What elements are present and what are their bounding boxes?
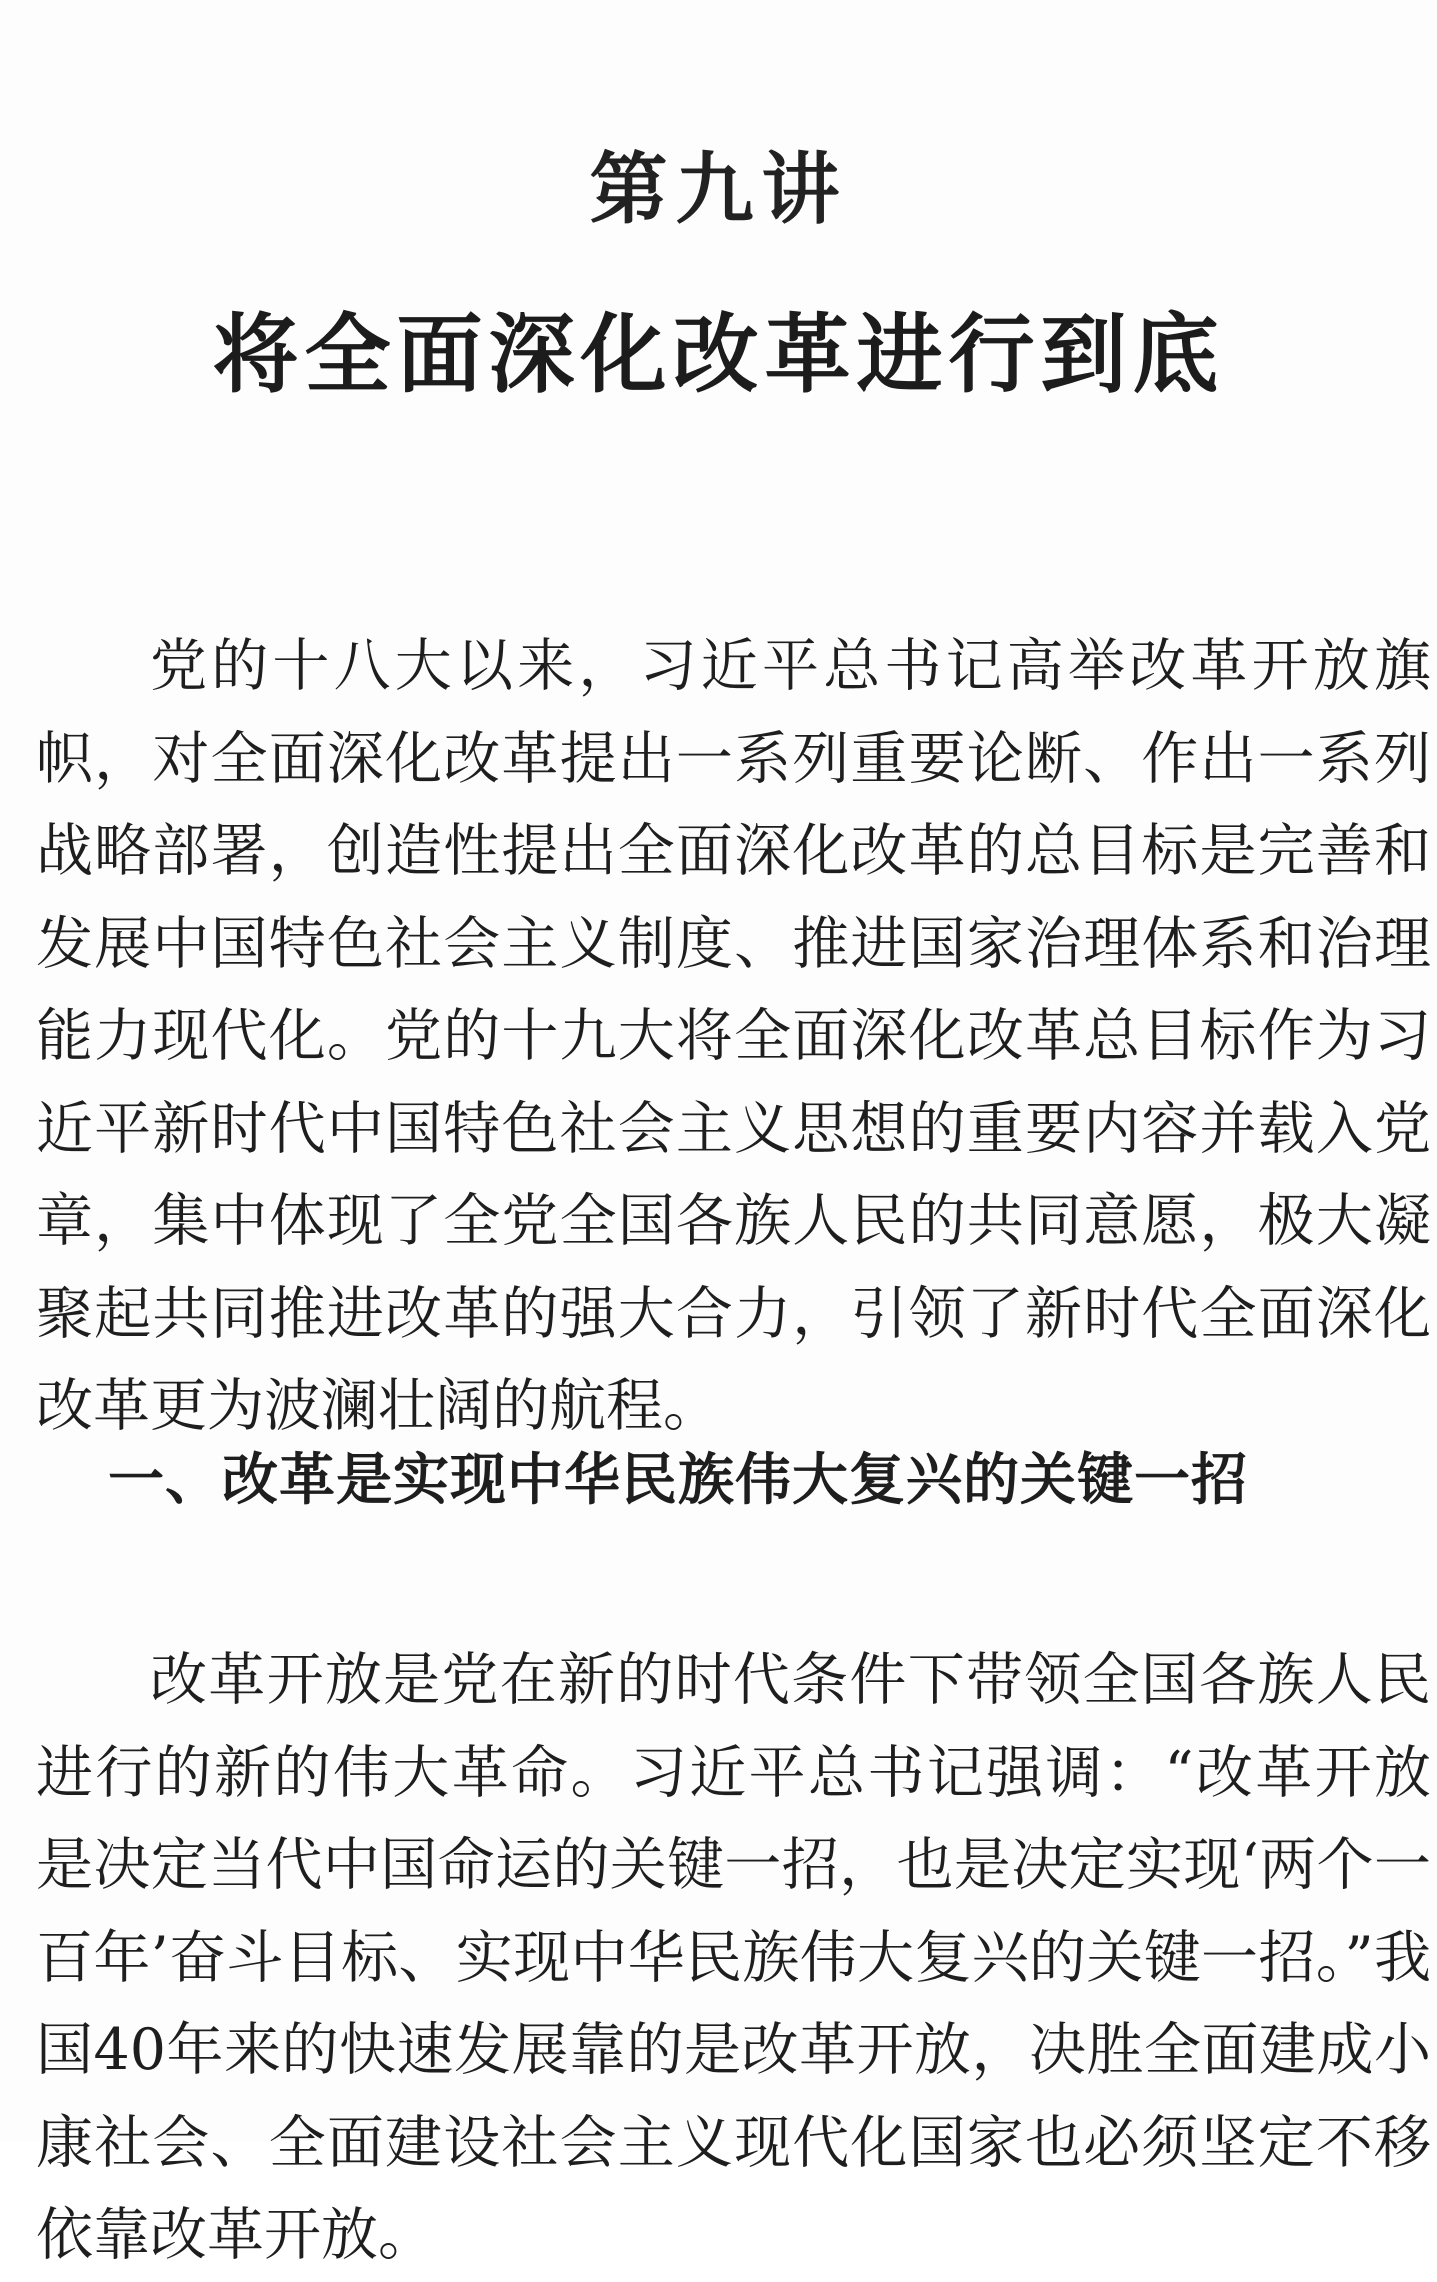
- intro-paragraph: 党的十八大以来，习近平总书记高举改革开放旗帜，对全面深化改革提出一系列重要论断、作出一系列战略部署，创造性提出全面深化改革的总目标是完善和发展中国特色社会主义制度、推进国家治理体系和治理能力现代化。党的十九大将全面深化改革总目标作为习近平新时代中国特色社会主义思想的重要内容并载入党章，集中体现了全党全国各族人民的共同意愿，极大凝聚起共同推进改革的强大合力，引领了新时代全面深化改革更为波澜壮阔的航程。: [36, 633, 1431, 1439]
- lecture-number: 第九讲: [589, 145, 848, 235]
- page-title: 将全面深化改革进行到底: [212, 305, 1225, 405]
- section-heading: 一、改革是实现中华民族伟大复兴的关键一招: [108, 1448, 1248, 1513]
- section-paragraph: 改革开放是党在新的时代条件下带领全国各族人民进行的新的伟大革命。习近平总书记强调：“改革开放是决定当代中国命运的关键一招，也是决定实现‘两个一百年’奋斗目标、实现中华民族伟大复兴的关键一招。”我国40年来的快速发展靠的是改革开放，决胜全面建成小康社会、全面建设社会主义现代化国家也必须坚定不移依靠改革开放。: [36, 1647, 1431, 2268]
